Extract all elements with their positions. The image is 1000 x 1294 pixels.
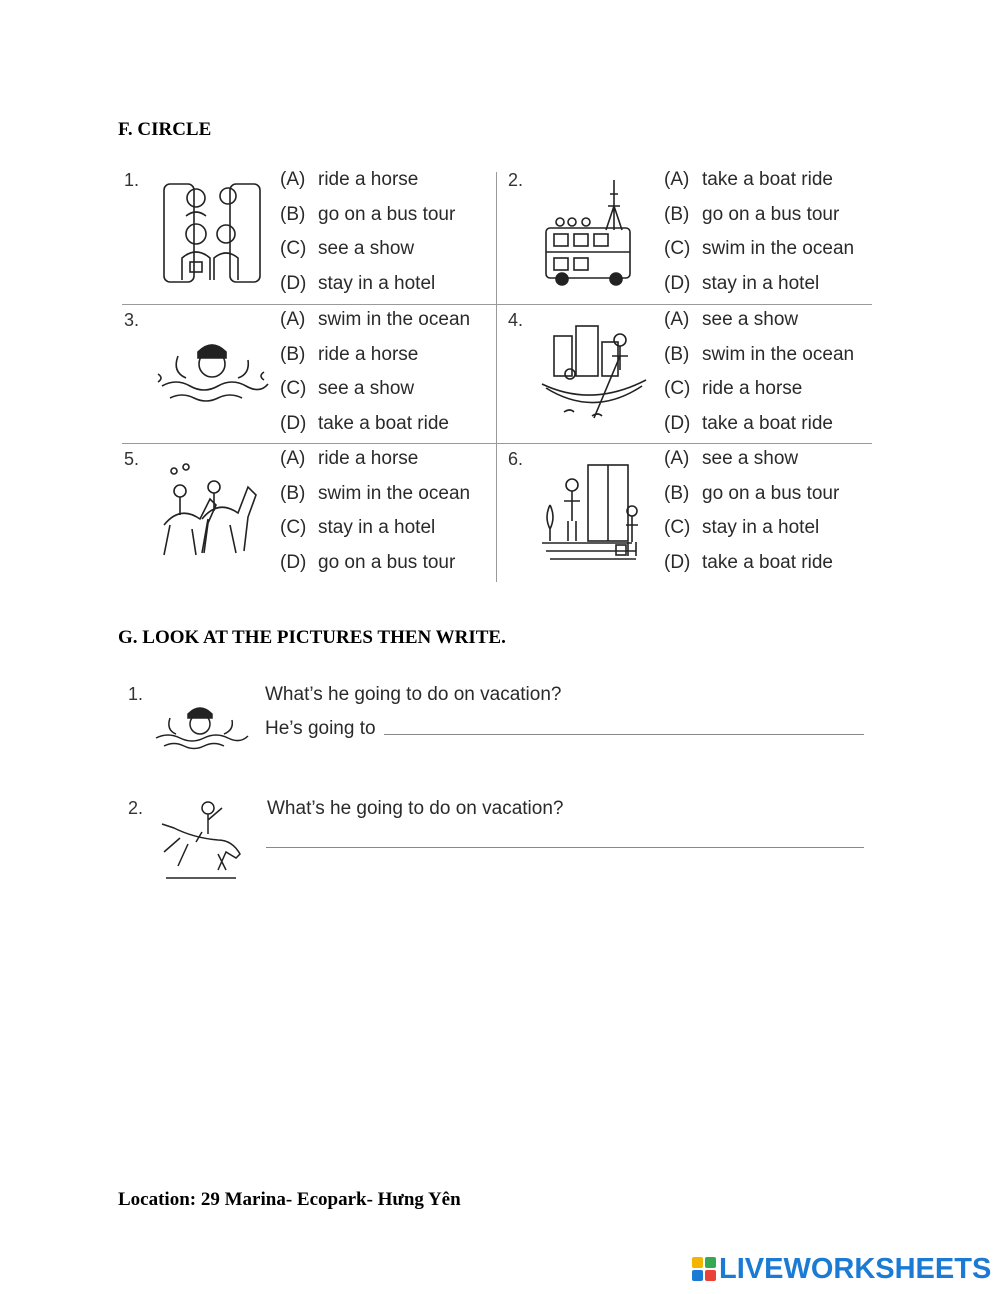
double-decker-bus-illustration: [536, 176, 656, 286]
option-c[interactable]: (C) stay in a hotel: [280, 517, 436, 538]
gondola-illustration: [536, 316, 656, 426]
options-list: [280, 309, 470, 447]
option-c[interactable]: (C) ride a horse: [664, 378, 803, 399]
item-number: 1.: [128, 684, 144, 704]
item-number: 2.: [508, 170, 524, 190]
swimmer-illustration: [152, 316, 272, 426]
liveworksheets-logo-icon: [692, 1257, 716, 1281]
option-b[interactable]: (B) go on a bus tour: [664, 203, 840, 225]
option-a[interactable]: (A) ride a horse: [280, 169, 419, 190]
option-d[interactable]: (D) go on a bus tour: [280, 551, 456, 573]
item-number: 2.: [128, 798, 144, 818]
option-a[interactable]: (A) take a boat ride: [664, 169, 833, 190]
options-list: [280, 169, 455, 307]
question-text: What’s he going to do on vacation?: [265, 684, 562, 705]
item-number: 1.: [124, 170, 140, 190]
answer-input[interactable]: [384, 734, 864, 735]
brand-wordmark: LIVEWORKSHEETS: [719, 1252, 992, 1285]
option-b[interactable]: (B) ride a horse: [280, 343, 419, 365]
exercise-item-4: [506, 306, 880, 444]
answer-input[interactable]: [266, 847, 864, 848]
liveworksheets-brand[interactable]: [692, 1253, 991, 1285]
options-list: [664, 169, 854, 307]
item-number: 3.: [124, 310, 140, 330]
option-a[interactable]: (A) ride a horse: [280, 448, 419, 469]
option-a[interactable]: (A) see a show: [664, 309, 799, 330]
exercise-item-5: [122, 445, 496, 583]
grid-divider-vertical: [496, 172, 497, 582]
exercise-item-6: [506, 445, 880, 583]
footer-location: Location: 29 Marina- Ecopark- Hưng Yên: [118, 1189, 461, 1210]
option-d[interactable]: (D) take a boat ride: [664, 412, 833, 434]
options-list: [280, 448, 470, 586]
write-item-2: [122, 794, 872, 894]
item-number: 4.: [508, 310, 524, 330]
hotel-doorman-illustration: [536, 455, 656, 565]
options-list: [664, 309, 854, 447]
option-c[interactable]: (C) swim in the ocean: [664, 238, 855, 259]
question-text: What’s he going to do on vacation?: [267, 798, 564, 819]
swimmer-illustration: [152, 694, 252, 754]
exercise-item-3: [122, 306, 496, 444]
option-b[interactable]: (B) go on a bus tour: [280, 203, 456, 225]
option-b[interactable]: (B) go on a bus tour: [664, 482, 840, 504]
option-c[interactable]: (C) see a show: [280, 378, 415, 399]
section-f-title: F. CIRCLE: [118, 119, 212, 140]
option-b[interactable]: (B) swim in the ocean: [664, 343, 855, 365]
horse-riders-illustration: [152, 455, 272, 565]
bus-passengers-illustration: [152, 176, 272, 286]
option-b[interactable]: (B) swim in the ocean: [280, 482, 471, 504]
options-list: [664, 448, 839, 586]
horse-rider-illustration: [158, 798, 248, 884]
option-a[interactable]: (A) see a show: [664, 448, 799, 469]
option-d[interactable]: (D) take a boat ride: [664, 551, 833, 573]
exercise-item-1: [122, 166, 496, 304]
circle-exercise-grid: [122, 166, 872, 582]
option-c[interactable]: (C) see a show: [280, 238, 415, 259]
item-number: 6.: [508, 449, 524, 469]
option-d[interactable]: (D) stay in a hotel: [664, 272, 820, 294]
option-d[interactable]: (D) take a boat ride: [280, 412, 449, 434]
section-g-title: G. LOOK AT THE PICTURES THEN WRITE.: [118, 627, 506, 648]
option-d[interactable]: (D) stay in a hotel: [280, 272, 436, 294]
write-item-1: [122, 680, 872, 780]
option-a[interactable]: (A) swim in the ocean: [280, 309, 471, 330]
item-number: 5.: [124, 449, 140, 469]
answer-prompt: He’s going to: [265, 718, 376, 739]
option-c[interactable]: (C) stay in a hotel: [664, 517, 820, 538]
exercise-item-2: [506, 166, 880, 304]
